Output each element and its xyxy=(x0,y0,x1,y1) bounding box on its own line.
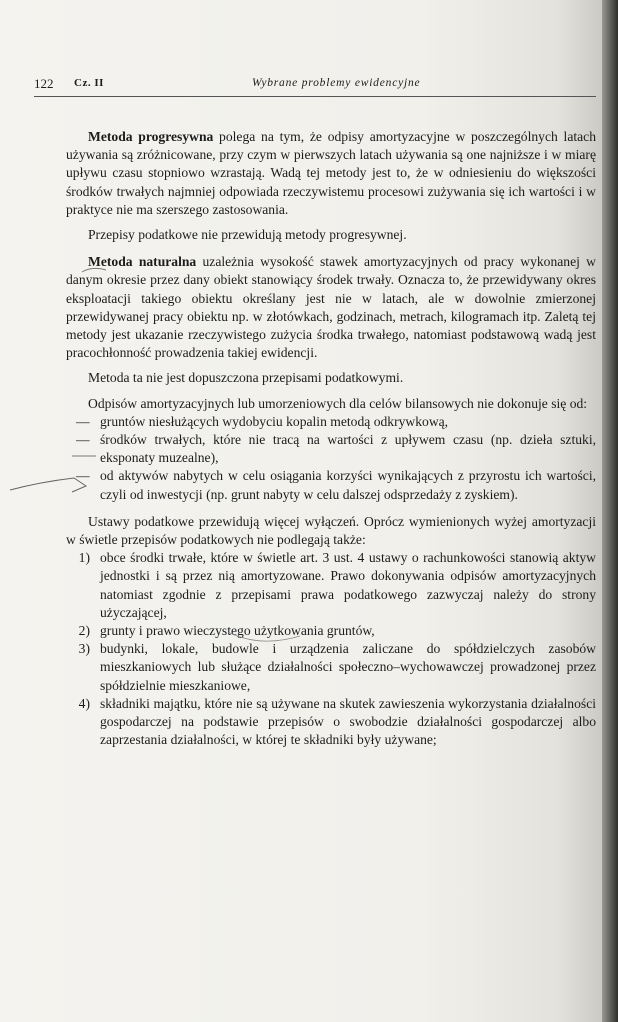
natural-tax-note: Metoda ta nie jest dopuszczona przepisami podatkowymi. xyxy=(88,370,404,386)
natural-method-term: Metoda naturalna xyxy=(88,254,197,270)
list-item-text: obce środki trwałe, które w świetle art. 3 ust. 4 ustawy o rachunkowości stanowią aktyw jednostki i są przez nią amortyzowane. Prawo dokonywania odpisów amortyzacyjnych natomiast zgodnie z przepisami prawa podatkowego zazwyczaj należy do strony użyczającej, xyxy=(100,550,596,620)
list-item-text: grunty i prawo wieczystego użytkowania gruntów, xyxy=(100,623,375,639)
running-title: Wybrane problemy ewidencyjne xyxy=(252,77,421,89)
natural-method-paragraph xyxy=(66,253,596,362)
item-number: 2) xyxy=(78,623,90,639)
item-number: 4) xyxy=(78,695,90,711)
progressive-tax-note: Przepisy podatkowe nie przewidują metody progresywnej. xyxy=(88,227,407,243)
tax-exclusions-intro: Ustawy podatkowe przewidują więcej wyłączeń. Oprócz wymienionych wyżej amortyzacji w świetle przepisów podatkowych nie podlegają także: xyxy=(66,513,596,548)
page-body xyxy=(66,128,596,750)
dash-marker: — xyxy=(76,432,90,448)
list-item xyxy=(78,622,596,640)
page-number: 122 xyxy=(34,76,54,91)
exclusions-list xyxy=(66,413,596,504)
list-item-text: od aktywów nabytych w celu osiągania korzyści wynikających z przyrostu ich wartości, czyli od inwestycji (np. grunt nabyty w celu dalszej odsprzedaży z zyskiem). xyxy=(100,468,596,502)
exclusions-intro: Odpisów amortyzacyjnych lub umorzeniowych dla celów bilansowych nie dokonuje się od: xyxy=(88,395,588,411)
dash-marker: — xyxy=(76,468,90,484)
list-item xyxy=(78,549,596,622)
list-item xyxy=(76,431,596,467)
list-item-text: gruntów niesłużących wydobyciu kopalin metodą odkrywkową, xyxy=(100,413,449,429)
list-item-text: budynki, lokale, budowle i urządzenia zaliczane do spółdzielczych zasobów mieszkaniowych lub służące działalności społeczno–wychowawczej prowadzonej przez spółdzielnie mieszkaniowe, xyxy=(100,641,596,693)
list-item xyxy=(78,640,596,695)
list-item xyxy=(78,695,596,750)
book-spine-shadow xyxy=(602,0,618,1022)
page-header xyxy=(34,74,596,97)
item-number: 1) xyxy=(78,550,90,566)
progressive-method-paragraph xyxy=(66,128,596,219)
progressive-method-term: Metoda progresywna xyxy=(88,129,214,144)
list-item xyxy=(76,467,596,503)
dash-marker: — xyxy=(76,413,90,429)
list-item-text: składniki majątku, które nie są używane na skutek zawieszenia wykorzystania działalności gospodarczej na podstawie przepisów o swobodzie działalności gospodarczej albo zaprzestania działalności, w której te składniki były używane; xyxy=(100,695,596,748)
progressive-method-text: polega na tym, że odpisy amortyzacyjne w poszczególnych latach używania są zróżnicowane, przy czym w pierwszych latach używania są one najniższe i w miarę upływu czasu stopniowo wzrastają. Wadą tej metody jest to, że w odniesieniu do większości środków trwałych najmniej odpowiada rzeczywistemu procesowi zużywania się ich wartości i w praktyce nie ma szerszego zastosowania. xyxy=(66,129,597,217)
list-item xyxy=(76,413,596,431)
natural-method-text: uzależnia wysokość stawek amortyzacyjnych od pracy wykonanej w danym okresie przez dany obiekt stanowiący środek trwały. Oznacza to, że przewidywany okres eksploatacji takiego obiektu określany jest nie w latach, ale w dowolnie zmierzonej przewidywanej pracy obiektu np. w złotówkach, godzinach, metrach, kilogramach itp. Zaletą tej metody jest ukazanie rzeczywistego zużycia środka trwałego, natomiast podstawową wadą jest pracochłonność prowadzenia takiej ewidencji. xyxy=(66,254,596,361)
part-label: Cz. II xyxy=(74,77,104,89)
item-number: 3) xyxy=(78,641,90,657)
tax-exclusions-list xyxy=(66,549,596,749)
list-item-text: środków trwałych, które nie tracą na wartości z upływem czasu (np. dzieła sztuki, eksponaty muzealne), xyxy=(100,432,596,466)
